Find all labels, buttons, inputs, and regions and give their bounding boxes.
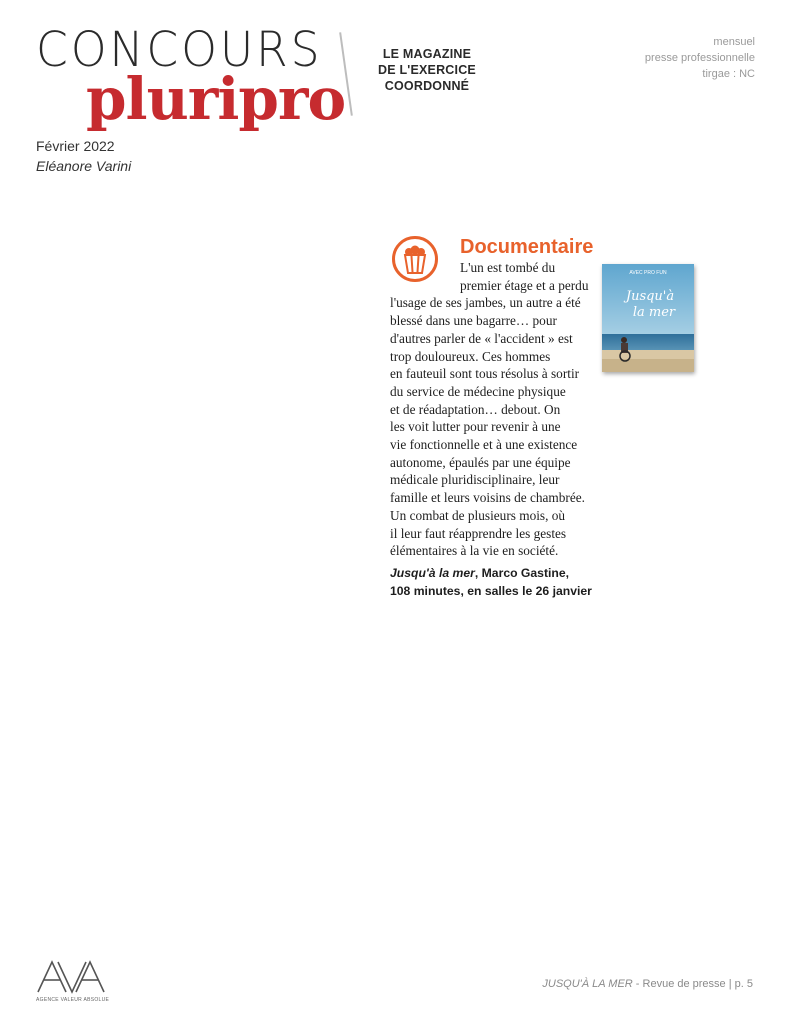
publication-date: Février 2022 [36,138,115,154]
body-line: d'autres parler de « l'accident » est [390,330,573,346]
logo-pluripro: pluripro [86,65,346,133]
film-title: Jusqu'à la mer [390,566,475,580]
body-line: blessé dans une bagarre… pour [390,313,557,329]
meta-type: presse professionnelle [644,52,755,64]
section-title: Documentaire [460,236,594,258]
body-line: l'usage de ses jambes, un autre a été [390,295,581,311]
agency-logo-icon [36,958,106,999]
magazine-tagline [372,46,482,94]
publication-meta [645,34,755,82]
body-line: premier étage et a perdu [460,277,589,293]
body-line: en fauteuil sont tous résolus à sortir [390,366,580,382]
meta-circulation: tirgae : NC [702,68,755,80]
film-poster-image [602,264,694,372]
tagline-line: DE L'EXERCICE [378,63,476,77]
body-line: autonome, épaulés par une équipe [390,454,571,470]
body-line: du service de médecine physique [390,383,566,399]
body-line: trop douloureux. Ces hommes [390,348,551,364]
body-line: les voit lutter pour revenir à une [390,419,561,435]
film-credit [390,565,615,600]
body-line: il leur faut réapprendre les gestes [390,525,567,541]
footer-page-info: - Revue de presse | p. 5 [632,978,753,990]
page-footer [542,978,753,990]
body-line: élémentaires à la vie en société. [390,543,559,559]
poster-title-line1: Jusqu'à [625,289,675,304]
agency-name: AGENCE VALEUR ABSOLUE [36,997,110,1003]
tagline-line: COORDONNÉ [384,79,470,93]
meta-frequency: mensuel [713,36,755,48]
footer-film-title: JUSQU'À LA MER [542,978,633,990]
article-clipping [390,234,615,604]
body-line: vie fonctionnelle et à une existence [390,437,578,453]
body-line: famille et leurs voisins de chambrée. [390,490,585,506]
film-screening-info: 108 minutes, en salles le 26 janvier [390,583,592,598]
body-line: médicale pluridisciplinaire, leur [390,472,560,488]
tagline-line: LE MAGAZINE [382,47,472,61]
body-line: L'un est tombé du [460,260,556,275]
publication-author: Eléanore Varini [36,158,132,174]
body-line: Un combat de plusieurs mois, où [390,507,566,523]
logo-concours: CONCOURS [36,22,323,78]
body-line: et de réadaptation… debout. On [390,401,561,417]
article-body [390,259,615,560]
film-director: , Marco Gastine, [474,566,570,580]
poster-title-line2: la mer [632,305,676,320]
poster-top-text: AVEC PRO FUN [629,270,667,276]
